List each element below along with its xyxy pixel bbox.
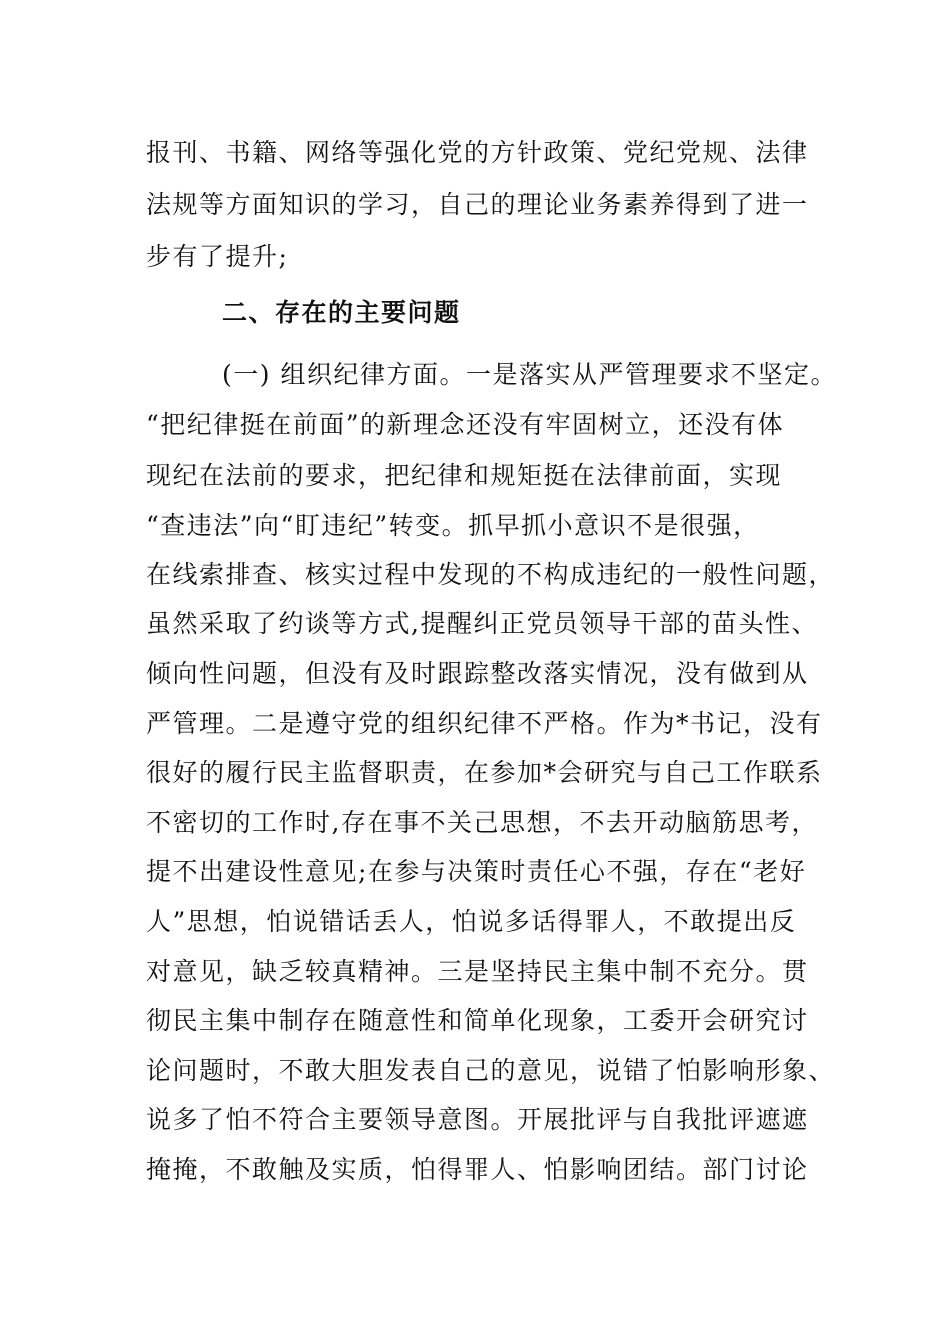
paragraph-line: 人”思想，怕说错话丢人，怕说多话得罪人，不敢提出反 (146, 907, 797, 936)
paragraph-line: 虽然采取了约谈等方式,提醒纠正党员领导干部的苗头性、 (146, 609, 818, 638)
paragraph-line: 提不出建设性意见;在参与决策时责任心不强，存在“老好 (146, 857, 807, 886)
section-heading: 二、存在的主要问题 (222, 298, 461, 327)
paragraph-line: “把纪律挺在前面”的新理念还没有牢固树立，还没有体 (146, 410, 785, 439)
paragraph-line: 对意见，缺乏较真精神。三是坚持民主集中制不充分。贯 (146, 957, 809, 986)
paragraph-line: 不密切的工作时,存在事不关己思想，不去开动脑筋思考， (146, 808, 818, 837)
paragraph-line: 倾向性问题，但没有及时跟踪整改落实情况，没有做到从 (146, 659, 809, 688)
paragraph-line: 论问题时，不敢大胆发表自己的意见，说错了怕影响形象、 (146, 1056, 836, 1085)
paragraph-line: “查违法”向“盯违纪”转变。抓早抓小意识不是很强， (146, 511, 760, 540)
paragraph-line: 掩掩，不敢触及实质，怕得罪人、怕影响团结。部门讨论 (146, 1155, 809, 1184)
paragraph-line: 现纪在法前的要求，把纪律和规矩挺在法律前面，实现 (146, 461, 783, 490)
paragraph-line: 彻民主集中制存在随意性和简单化现象，工委开会研究讨 (146, 1006, 809, 1035)
paragraph-line: 报刊、书籍、网络等强化党的方针政策、党纪党规、法律 (146, 138, 809, 167)
paragraph-line: 很好的履行民主监督职责，在参加*会研究与自己工作联系 (146, 758, 823, 787)
paragraph-line: 法规等方面知识的学习，自己的理论业务素养得到了进一 (146, 190, 809, 219)
paragraph-line: 说多了怕不符合主要领导意图。开展批评与自我批评遮遮 (146, 1105, 809, 1134)
paragraph-line: (一) 组织纪律方面。一是落实从严管理要求不坚定。 (222, 360, 837, 389)
paragraph-line: 在线索排查、核实过程中发现的不构成违纪的一般性问题， (146, 560, 836, 589)
paragraph-line: 步有了提升; (146, 242, 289, 271)
paragraph-line: 严管理。二是遵守党的组织纪律不严格。作为*书记，没有 (146, 709, 823, 738)
